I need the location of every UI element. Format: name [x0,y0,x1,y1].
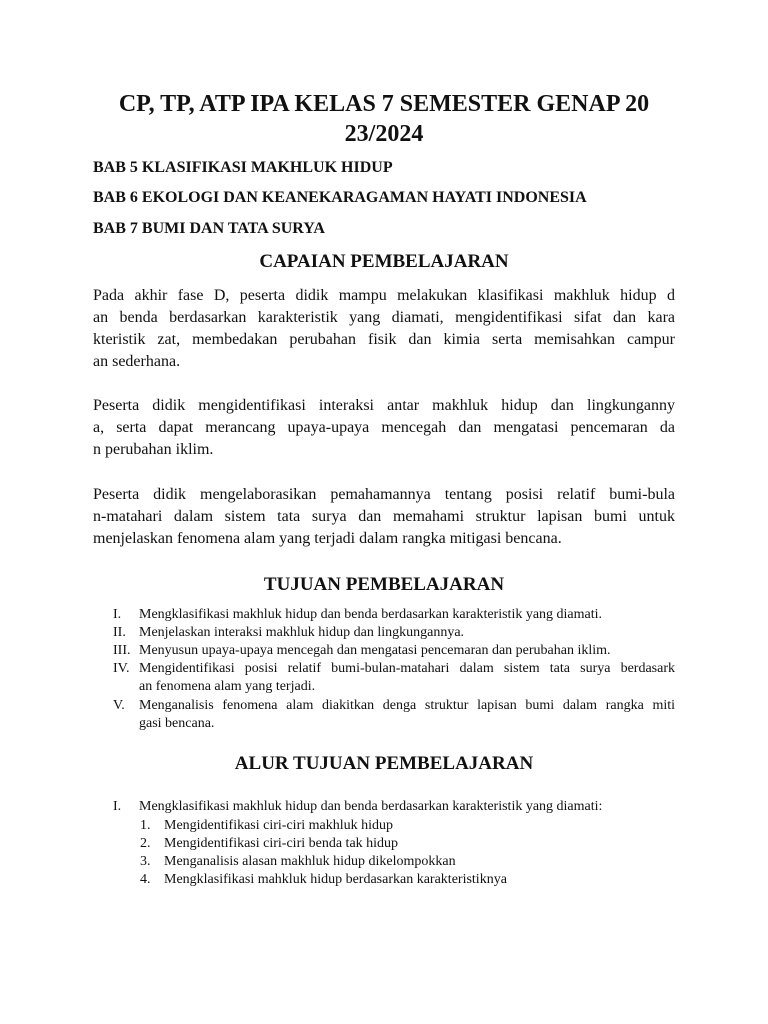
tujuan-item-text: Menyusun upaya-upaya mencegah dan mengatasi pencemaran dan perubahan iklim. [139,643,611,658]
alur-item-marker: I. [113,799,122,814]
tujuan-item-marker: V. [113,698,125,713]
chapter-5: BAB 5 KLASIFIKASI MAKHLUK HIDUP [93,159,393,176]
capaian-paragraph-1-line: an sederhana. [93,353,181,370]
alur-subitem-text: Menganalisis alasan makhluk hidup dikelompokkan [164,854,456,869]
capaian-paragraph-3-line: Peserta didik mengelaborasikan pemahamannya tentang posisi relatif bumi-bula [93,486,675,503]
alur-subitem-text: Mengidentifikasi ciri-ciri benda tak hidup [164,836,399,851]
capaian-paragraph-1-line: an benda berdasarkan karakteristik yang diamati, mengidentifikasi sifat dan kara [93,309,675,326]
tujuan-heading: TUJUAN PEMBELAJARAN [263,574,505,595]
chapter-6: BAB 6 EKOLOGI DAN KEANEKARAGAMAN HAYATI INDONESIA [93,189,587,206]
tujuan-item-marker: II. [113,625,126,640]
alur-subitem-marker: 4. [140,872,151,887]
document-title-line-1: CP, TP, ATP IPA KELAS 7 SEMESTER GENAP 20 [118,91,650,117]
tujuan-item-text: Mengklasifikasi makhluk hidup dan benda berdasarkan karakteristik yang diamati. [139,607,603,622]
tujuan-item-text: Menganalisis fenomena alam diakitkan denga struktur lapisan bumi dalam rangka miti [139,698,675,713]
capaian-paragraph-2-line: a, serta dapat merancang upaya-upaya mencegah dan mengatasi pencemaran da [93,419,675,436]
tujuan-item-marker: III. [113,643,131,658]
capaian-paragraph-3-line: menjelaskan fenomena alam yang terjadi dalam rangka mitigasi bencana. [93,530,562,547]
capaian-heading: CAPAIAN PEMBELAJARAN [259,251,509,272]
capaian-paragraph-3-line: n-matahari dalam sistem tata surya dan memahami struktur lapisan bumi untuk [93,508,675,525]
chapter-7: BAB 7 BUMI DAN TATA SURYA [93,220,325,237]
tujuan-item-text: an fenomena alam yang terjadi. [139,679,316,694]
alur-subitem-text: Mengidentifikasi ciri-ciri makhluk hidup [164,818,394,833]
alur-subitem-marker: 3. [140,854,151,869]
capaian-paragraph-1-line: Pada akhir fase D, peserta didik mampu melakukan klasifikasi makhluk hidup d [93,287,675,304]
tujuan-item-marker: I. [113,607,122,622]
tujuan-item-marker: IV. [113,661,130,676]
capaian-paragraph-1-line: kteristik zat, membedakan perubahan fisik dan kimia serta memisahkan campur [93,331,675,348]
capaian-paragraph-2-line: n perubahan iklim. [93,441,214,458]
alur-subitem-marker: 1. [140,818,151,833]
alur-subitem-text: Mengklasifikasi mahkluk hidup berdasarkan karakteristiknya [164,872,507,887]
alur-subitem-marker: 2. [140,836,151,851]
capaian-paragraph-2-line: Peserta didik mengidentifikasi interaksi antar makhluk hidup dan lingkunganny [93,397,675,414]
tujuan-item-text: Menjelaskan interaksi makhluk hidup dan lingkungannya. [139,625,465,640]
document-title-line-2: 23/2024 [344,121,424,147]
tujuan-item-text: gasi bencana. [139,716,215,731]
tujuan-item-text: Mengidentifikasi posisi relatif bumi-bulan-matahari dalam sistem tata surya berdasark [139,661,675,676]
alur-item-text: Mengklasifikasi makhluk hidup dan benda berdasarkan karakteristik yang diamati: [139,799,603,814]
alur-heading: ALUR TUJUAN PEMBELAJARAN [234,753,534,774]
